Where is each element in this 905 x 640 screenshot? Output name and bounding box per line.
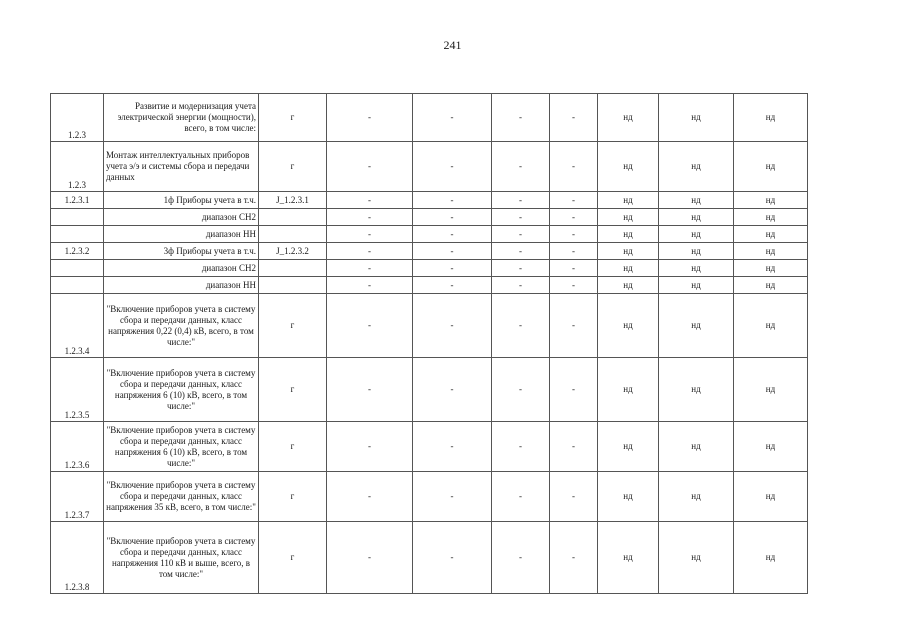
row-name-cell: "Включение приборов учета в систему сбора и передачи данных, класс напряжения 6 (10) кВ, всего, в том числе:" (104, 422, 259, 472)
value-cell: - (413, 226, 492, 243)
unit-cell: J_1.2.3.1 (259, 192, 327, 209)
row-name-cell: диапазон СН2 (104, 260, 259, 277)
value-cell: - (413, 260, 492, 277)
value-cell: - (413, 277, 492, 294)
table-row (51, 472, 808, 522)
value-cell: - (550, 142, 598, 192)
nd-cell: нд (659, 226, 734, 243)
nd-cell: нд (734, 243, 808, 260)
nd-cell: нд (659, 472, 734, 522)
value-cell: - (492, 94, 550, 142)
row-number-cell: 1.2.3.7 (51, 472, 104, 522)
nd-cell: нд (659, 522, 734, 594)
value-cell: - (492, 358, 550, 422)
table-row (51, 522, 808, 594)
row-name-cell: диапазон СН2 (104, 209, 259, 226)
value-cell: - (413, 243, 492, 260)
data-table (50, 93, 808, 594)
unit-cell: г (259, 294, 327, 358)
table-row (51, 358, 808, 422)
unit-cell: г (259, 142, 327, 192)
unit-cell: г (259, 472, 327, 522)
nd-cell: нд (659, 142, 734, 192)
value-cell: - (327, 192, 413, 209)
row-name-cell: диапазон НН (104, 277, 259, 294)
value-cell: - (550, 192, 598, 209)
nd-cell: нд (598, 472, 659, 522)
value-cell: - (550, 209, 598, 226)
value-cell: - (550, 243, 598, 260)
row-name-cell: Монтаж интеллектуальных приборов учета э/э и системы сбора и передачи данных (104, 142, 259, 192)
nd-cell: нд (659, 277, 734, 294)
nd-cell: нд (659, 243, 734, 260)
nd-cell: нд (734, 294, 808, 358)
table-row (51, 94, 808, 142)
value-cell: - (550, 522, 598, 594)
table-row (51, 277, 808, 294)
nd-cell: нд (659, 260, 734, 277)
value-cell: - (550, 294, 598, 358)
value-cell: - (327, 422, 413, 472)
table-row (51, 243, 808, 260)
nd-cell: нд (598, 209, 659, 226)
table-row (51, 209, 808, 226)
value-cell: - (550, 277, 598, 294)
nd-cell: нд (598, 422, 659, 472)
value-cell: - (550, 422, 598, 472)
value-cell: - (327, 260, 413, 277)
nd-cell: нд (598, 94, 659, 142)
value-cell: - (492, 422, 550, 472)
unit-cell: г (259, 522, 327, 594)
value-cell: - (492, 277, 550, 294)
nd-cell: нд (734, 422, 808, 472)
table-row (51, 226, 808, 243)
table-row (51, 422, 808, 472)
nd-cell: нд (734, 192, 808, 209)
row-number-cell (51, 209, 104, 226)
row-number-cell: 1.2.3.2 (51, 243, 104, 260)
nd-cell: нд (598, 522, 659, 594)
nd-cell: нд (734, 226, 808, 243)
row-number-cell: 1.2.3 (51, 94, 104, 142)
value-cell: - (550, 472, 598, 522)
value-cell: - (413, 142, 492, 192)
value-cell: - (327, 209, 413, 226)
nd-cell: нд (598, 226, 659, 243)
row-name-cell: 1ф Приборы учета в т.ч. (104, 192, 259, 209)
value-cell: - (550, 94, 598, 142)
unit-cell: J_1.2.3.2 (259, 243, 327, 260)
value-cell: - (327, 294, 413, 358)
row-name-cell: "Включение приборов учета в систему сбора и передачи данных, класс напряжения 0,22 (0,4) кВ, всего, в том числе:" (104, 294, 259, 358)
value-cell: - (492, 142, 550, 192)
nd-cell: нд (734, 142, 808, 192)
value-cell: - (550, 358, 598, 422)
value-cell: - (327, 243, 413, 260)
unit-cell (259, 209, 327, 226)
nd-cell: нд (659, 94, 734, 142)
value-cell: - (492, 209, 550, 226)
row-number-cell (51, 226, 104, 243)
row-name-cell: 3ф Приборы учета в т.ч. (104, 243, 259, 260)
value-cell: - (492, 294, 550, 358)
row-name-cell: "Включение приборов учета в систему сбора и передачи данных, класс напряжения 6 (10) кВ, всего, в том числе:" (104, 358, 259, 422)
value-cell: - (550, 226, 598, 243)
unit-cell: г (259, 358, 327, 422)
row-number-cell (51, 260, 104, 277)
value-cell: - (492, 260, 550, 277)
row-name-cell: "Включение приборов учета в систему сбора и передачи данных, класс напряжения 110 кВ и выше, всего, в том числе:" (104, 522, 259, 594)
value-cell: - (413, 472, 492, 522)
page-number: 241 (443, 38, 462, 52)
table-row (51, 192, 808, 209)
value-cell: - (413, 294, 492, 358)
nd-cell: нд (598, 294, 659, 358)
unit-cell (259, 226, 327, 243)
row-number-cell: 1.2.3.8 (51, 522, 104, 594)
value-cell: - (492, 522, 550, 594)
value-cell: - (327, 358, 413, 422)
nd-cell: нд (598, 260, 659, 277)
nd-cell: нд (734, 277, 808, 294)
value-cell: - (413, 94, 492, 142)
nd-cell: нд (598, 243, 659, 260)
nd-cell: нд (734, 209, 808, 226)
unit-cell: г (259, 422, 327, 472)
nd-cell: нд (734, 522, 808, 594)
table-row (51, 260, 808, 277)
row-number-cell (51, 277, 104, 294)
nd-cell: нд (659, 209, 734, 226)
value-cell: - (327, 277, 413, 294)
nd-cell: нд (734, 94, 808, 142)
nd-cell: нд (598, 142, 659, 192)
unit-cell (259, 260, 327, 277)
nd-cell: нд (659, 358, 734, 422)
nd-cell: нд (659, 422, 734, 472)
row-name-cell: диапазон НН (104, 226, 259, 243)
table-body (51, 94, 808, 594)
value-cell: - (413, 209, 492, 226)
row-number-cell: 1.2.3.5 (51, 358, 104, 422)
row-number-cell: 1.2.3.1 (51, 192, 104, 209)
nd-cell: нд (598, 358, 659, 422)
table-row (51, 294, 808, 358)
value-cell: - (413, 522, 492, 594)
value-cell: - (327, 472, 413, 522)
value-cell: - (492, 226, 550, 243)
nd-cell: нд (734, 358, 808, 422)
table-row (51, 142, 808, 192)
value-cell: - (413, 422, 492, 472)
value-cell: - (327, 226, 413, 243)
nd-cell: нд (598, 277, 659, 294)
row-number-cell: 1.2.3 (51, 142, 104, 192)
row-name-cell: Развитие и модернизация учета электрической энергии (мощности), всего, в том числе: (104, 94, 259, 142)
nd-cell: нд (659, 192, 734, 209)
unit-cell: г (259, 94, 327, 142)
value-cell: - (413, 192, 492, 209)
nd-cell: нд (659, 294, 734, 358)
nd-cell: нд (598, 192, 659, 209)
value-cell: - (327, 522, 413, 594)
nd-cell: нд (734, 472, 808, 522)
value-cell: - (327, 142, 413, 192)
nd-cell: нд (734, 260, 808, 277)
value-cell: - (492, 192, 550, 209)
value-cell: - (492, 243, 550, 260)
row-name-cell: "Включение приборов учета в систему сбора и передачи данных, класс напряжения 35 кВ, всего, в том числе:" (104, 472, 259, 522)
value-cell: - (327, 94, 413, 142)
value-cell: - (413, 358, 492, 422)
value-cell: - (492, 472, 550, 522)
row-number-cell: 1.2.3.4 (51, 294, 104, 358)
unit-cell (259, 277, 327, 294)
row-number-cell: 1.2.3.6 (51, 422, 104, 472)
value-cell: - (550, 260, 598, 277)
